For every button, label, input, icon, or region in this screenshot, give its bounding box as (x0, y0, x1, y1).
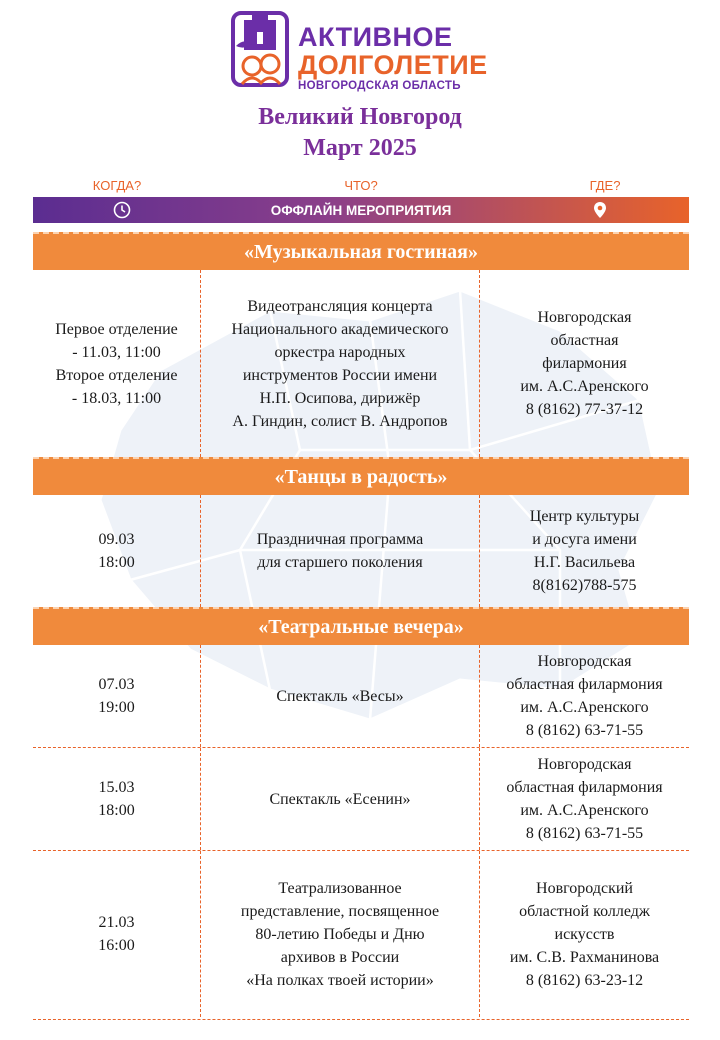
column-header-where: ГДЕ? (589, 178, 621, 193)
offline-events-title: ОФФЛАЙН МЕРОПРИЯТИЯ (270, 203, 452, 218)
section-header-music: «Музыкальная гостиная» (33, 232, 689, 270)
logo-emblem-icon (230, 10, 290, 94)
event-where: Центр культуры и досуга имени Н.Г. Васильева 8(8162)788-575 (529, 508, 640, 594)
map-pin-icon (593, 201, 607, 219)
logo-subtitle: НОВГОРОДСКАЯ ОБЛАСТЬ (298, 80, 461, 92)
event-when: 09.03 18:00 (33, 495, 201, 607)
section-header-theatre: «Театральные вечера» (33, 607, 689, 645)
event-where: Новгородский областной колледж искусств им. С.В. Рахманинова 8 (8162) 63-23-12 (509, 879, 660, 989)
table-row (33, 748, 689, 851)
logo (230, 10, 500, 96)
table-bottom-divider (33, 1019, 689, 1020)
event-what: Спектакль «Есенин» (201, 748, 480, 850)
event-when: 07.03 19:00 (33, 645, 201, 747)
events-table (33, 232, 689, 1017)
table-row (33, 851, 689, 1017)
offline-events-bar (33, 197, 689, 223)
event-where: Новгородская областная филармония им. А.С.Аренского 8 (8162) 63-71-55 (506, 653, 663, 739)
column-header-when: КОГДА? (92, 178, 142, 193)
event-what: Видеотрансляция концерта Национального академического оркестра народных инструментов России имени Н.П. Осипова, дирижёр А. Гиндин, солист В. Андропов (201, 270, 480, 457)
table-row (33, 495, 689, 607)
table-row (33, 270, 689, 457)
event-what: Праздничная программа для старшего поколения (201, 495, 480, 607)
event-what: Спектакль «Весы» (201, 645, 480, 747)
column-header-what: ЧТО? (344, 178, 378, 193)
event-where: Новгородская областная филармония им. А.С.Аренского 8 (8162) 77-37-12 (520, 309, 649, 418)
event-when: 21.03 16:00 (33, 851, 201, 1017)
page-title-city: Великий Новгород (258, 104, 462, 130)
page-title-month: Март 2025 (303, 135, 417, 161)
section-header-dance: «Танцы в радость» (33, 457, 689, 495)
event-when: Первое отделение - 11.03, 11:00 Второе отделение - 18.03, 11:00 (33, 270, 201, 457)
event-where: Новгородская областная филармония им. А.С.Аренского 8 (8162) 63-71-55 (506, 756, 663, 842)
logo-title-line1: АКТИВНОЕ (298, 22, 453, 52)
event-when: 15.03 18:00 (33, 748, 201, 850)
table-row (33, 645, 689, 748)
event-what: Театрализованное представление, посвященное 80-летию Победы и Дню архивов в России «На полках твоей истории» (201, 851, 480, 1017)
logo-title-line2: ДОЛГОЛЕТИЕ (298, 50, 488, 80)
